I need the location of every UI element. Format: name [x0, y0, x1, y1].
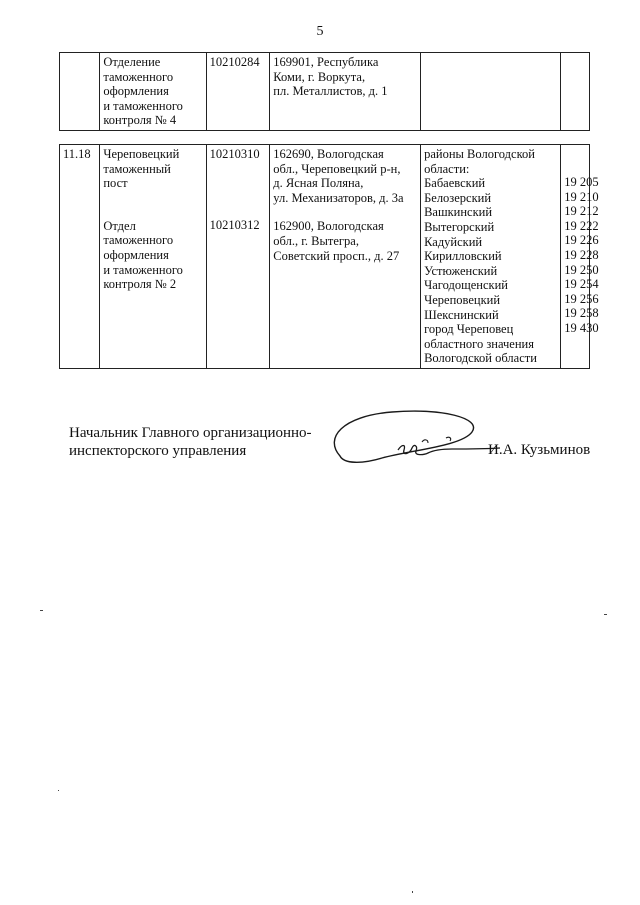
area-code: 19 210	[564, 189, 599, 204]
post-code: 10210310 10210312	[206, 145, 270, 369]
row-number	[60, 53, 100, 131]
signer-position-line2: инспекторского управления	[69, 443, 247, 459]
table-row	[60, 53, 590, 131]
post-address: 162690, Вологодская обл., Череповецкий р-н, д. Ясная Поляна, ул. Механизаторов, д. 3а 162900, Вологодская обл., г. Вытегра, Советский просп., д. 27	[270, 145, 421, 369]
area-code: 19 258	[564, 306, 599, 321]
areas-cell	[421, 53, 561, 131]
area-item: Устюженский	[424, 263, 498, 278]
area-item: Кирилловский	[424, 249, 502, 264]
post-name: Отделение таможенного оформления и таможенного контроля № 4	[100, 53, 206, 131]
codes-cell	[561, 53, 590, 131]
table-main	[59, 144, 599, 369]
codes-cell	[561, 145, 599, 369]
area-item: город Череповец	[424, 322, 514, 337]
area-item: областного значения	[424, 336, 534, 351]
area-code: 19 212	[564, 204, 599, 219]
area-code: 19 254	[564, 277, 599, 292]
scan-speck	[604, 614, 607, 615]
area-code: 19 226	[564, 233, 599, 248]
table-row	[60, 145, 590, 369]
area-item: Шекснинский	[424, 307, 499, 322]
row-number: 11.18	[60, 145, 100, 369]
table-top	[59, 52, 590, 131]
signer-position	[69, 424, 312, 460]
area-item: Чагодощенский	[424, 278, 508, 293]
post-name: Череповецкий таможенный пост Отдел таможенного оформления и таможенного контроля № 2	[100, 145, 206, 369]
signer-position-line1: Начальник Главного организационно-	[69, 425, 312, 441]
scan-speck	[40, 610, 43, 611]
post-address: 169901, Республика Коми, г. Воркута, пл. Металлистов, д. 1	[270, 53, 421, 131]
signer-name: И.А. Кузьминов	[488, 442, 591, 458]
area-code: 19 256	[564, 291, 599, 306]
area-code: 19 205	[564, 175, 599, 189]
area-code: 19 222	[564, 218, 599, 233]
area-code: 19 430	[564, 320, 599, 335]
area-item: Бабаевский	[424, 176, 486, 191]
post-code: 10210284	[206, 53, 270, 131]
area-item: Череповецкий	[424, 292, 501, 307]
scan-speck	[58, 790, 59, 791]
area-item: области:	[424, 161, 470, 176]
scan-speck	[412, 891, 413, 893]
area-item: районы Вологодской	[424, 147, 535, 161]
area-item: Белозерский	[424, 190, 492, 205]
area-item: Кадуйский	[424, 234, 483, 249]
area-item: Вытегорский	[424, 219, 495, 234]
areas-cell	[421, 145, 561, 369]
handwritten-signature	[322, 398, 502, 478]
area-item: Вашкинский	[424, 205, 493, 220]
area-code: 19 250	[564, 262, 599, 277]
area-item: Вологодской области	[424, 351, 537, 366]
page-number: 5	[316, 24, 324, 39]
area-code: 19 228	[564, 247, 599, 262]
